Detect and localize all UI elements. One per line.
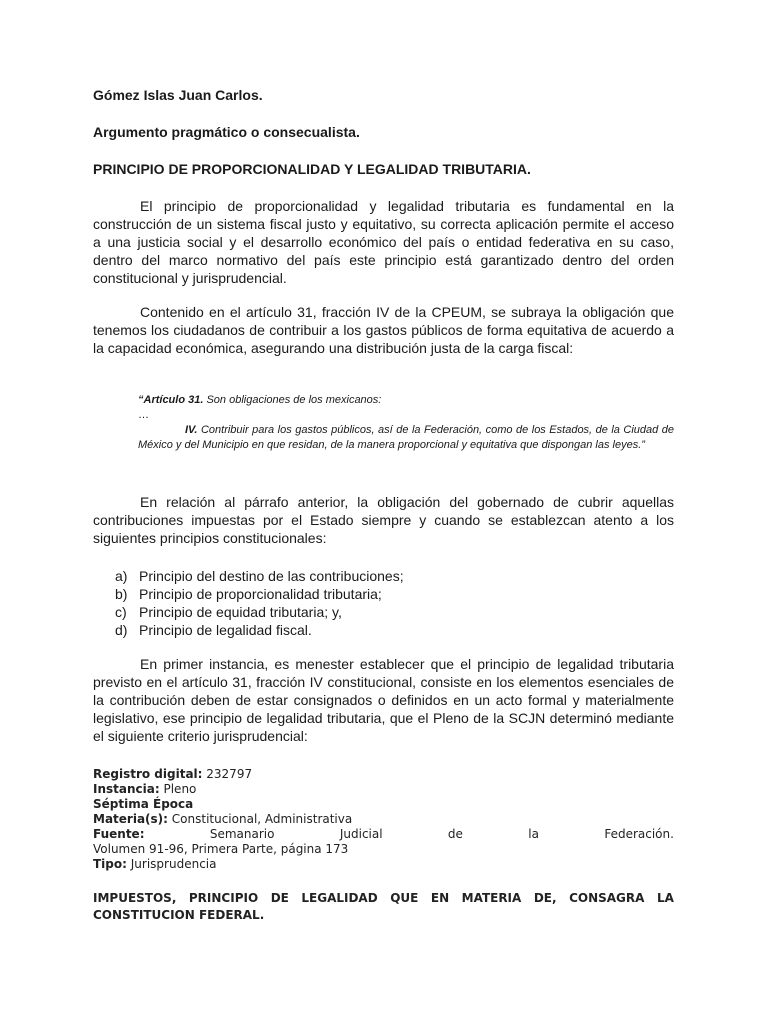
registry-fuente-word: Judicial <box>339 827 383 841</box>
list-item-text: Principio del destino de las contribuciones; <box>139 568 404 584</box>
paragraph-principles-intro: En relación al párrafo anterior, la obligación del gobernado de cubrir aquellas contribuciones impuestas por el Estado siempre y cuando se establezcan atento a los siguientes principios constitucionales: <box>93 494 674 546</box>
registry-instancia-label: Instancia: <box>93 782 160 796</box>
paragraph-legality: En primer instancia, es menester establecer que el principio de legalidad tributaria previsto en el artículo 31, fracción IV constitucional, consiste en los elementos esenciales de la contribución deben de estar consignados o definidos en un acto formal y materialmente legislativo, ese principio de legalidad tributaria, que el Pleno de la SCJN determinó mediante el siguiente criterio jurisprudencial: <box>93 656 674 744</box>
registry-fuente-word: la <box>528 827 539 841</box>
article-quote <box>138 393 674 453</box>
thesis-word: LEGALIDAD <box>301 891 378 905</box>
author-name: Gómez Islas Juan Carlos. <box>93 87 263 103</box>
list-item-letter: d) <box>115 622 128 638</box>
list-item-letter: a) <box>115 568 128 584</box>
thesis-word: DE <box>270 891 289 905</box>
thesis-title-line2: CONSTITUCION FEDERAL. <box>93 908 265 922</box>
registry-tipo <box>93 857 674 872</box>
registry-epoca: Séptima Época <box>93 797 194 811</box>
quote-fraction-text: Contribuir para los gastos públicos, así de la Federación, como de los Estados, de la Ciudad de México y del Municipio en que residan, de la manera proporcional y equitativa que dispongan las leyes.” <box>138 424 675 451</box>
thesis-word: LA <box>656 891 674 905</box>
quote-lead-text: Son obligaciones de los mexicanos: <box>206 394 382 406</box>
registry-fuente-word: Semanario <box>209 827 275 841</box>
registry-digital-label: Registro digital: <box>93 767 203 781</box>
jurisprudence-registry <box>93 767 674 872</box>
thesis-title <box>93 890 674 924</box>
registry-materia-label: Materia(s): <box>93 812 168 826</box>
registry-fuente-word: de <box>447 827 463 841</box>
thesis-word: EN <box>430 891 450 905</box>
list-item <box>115 603 674 621</box>
registry-materia-value: Constitucional, Administrativa <box>171 812 353 826</box>
registry-fuente-word: Federación. <box>604 827 674 841</box>
list-item <box>115 621 674 639</box>
registry-tipo-label: Tipo: <box>93 857 127 871</box>
quote-article-label: “Artículo 31. <box>138 394 204 406</box>
quote-fraction-label: IV. <box>185 424 198 436</box>
quote-ellipsis: … <box>138 409 149 421</box>
registry-digital <box>93 767 674 782</box>
argument-subtitle: Argumento pragmático o consecualista. <box>93 124 360 140</box>
list-item <box>115 585 674 603</box>
list-item-text: Principio de proporcionalidad tributaria; <box>139 586 382 602</box>
thesis-word: IMPUESTOS, <box>93 891 177 905</box>
quote-fraction <box>138 423 674 453</box>
thesis-word: PRINCIPIO <box>188 891 259 905</box>
registry-digital-value: 232797 <box>206 767 253 781</box>
list-item-letter: b) <box>115 586 128 602</box>
registry-instancia <box>93 782 674 797</box>
list-item-text: Principio de legalidad fiscal. <box>139 622 312 638</box>
principles-list <box>93 567 674 639</box>
thesis-title-line1 <box>93 890 674 907</box>
thesis-word: DE, <box>533 891 557 905</box>
paragraph-article: Contenido en el artículo 31, fracción IV de la CPEUM, se subraya la obligación que tenemos los ciudadanos de contribuir a los gastos públicos de forma equitativa de acuerdo a la capacidad económica, asegurando una distribución justa de la carga fiscal: <box>93 304 674 356</box>
list-item-letter: c) <box>115 604 127 620</box>
list-item-text: Principio de equidad tributaria; y, <box>139 604 342 620</box>
thesis-word: CONSAGRA <box>569 891 645 905</box>
registry-instancia-value: Pleno <box>163 782 197 796</box>
paragraph-intro: El principio de proporcionalidad y legalidad tributaria es fundamental en la construcción de un sistema fiscal justo y equitativo, su correcta aplicación permite el acceso a una justicia social y el desarrollo económico del país o entidad federativa en su caso, dentro del marco normativo del país este principio está garantizado dentro del orden constitucional y jurisprudencial. <box>93 198 674 286</box>
registry-fuente-line2: Volumen 91-96, Primera Parte, página 173 <box>93 842 349 856</box>
thesis-word: QUE <box>390 891 419 905</box>
registry-fuente-label: Fuente: <box>93 827 145 841</box>
thesis-word: MATERIA <box>461 891 522 905</box>
registry-tipo-value: Jurisprudencia <box>130 857 217 871</box>
list-item <box>115 567 674 585</box>
quote-lead <box>138 393 674 408</box>
registry-materia <box>93 812 674 827</box>
section-heading: PRINCIPIO DE PROPORCIONALIDAD Y LEGALIDAD TRIBUTARIA. <box>93 161 531 177</box>
registry-fuente <box>93 827 674 842</box>
